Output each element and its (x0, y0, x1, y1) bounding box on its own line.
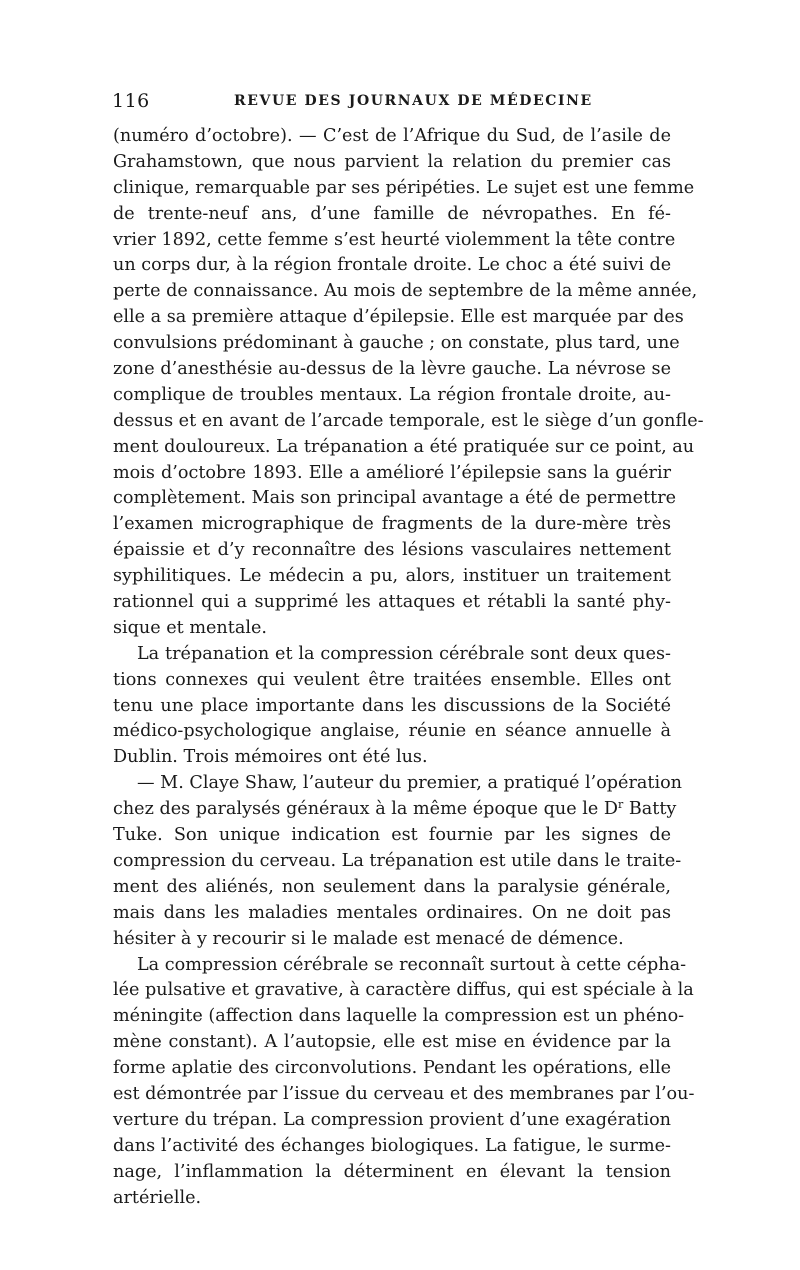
text-line: ment douloureux. La trépanation a été pratiquée sur ce point, au (113, 436, 695, 457)
text-line-part: Batty (623, 799, 677, 820)
text-line: syphilitiques. Le médecin a pu, alors, instituer un traitement (113, 566, 671, 587)
body-text (113, 124, 704, 1211)
text-line: complique de troubles mentaux. La région frontale droite, au- (113, 384, 671, 405)
text-line: compression du cerveau. La trépanation est utile dans le traite- (113, 850, 682, 871)
text-line: sique et mentale. (113, 617, 267, 638)
text-line: rationnel qui a supprimé les attaques et rétabli la santé phy- (113, 592, 671, 613)
text-line: nage, l’inflammation la déterminent en élevant la tension (113, 1161, 671, 1182)
text-line: épaissie et d’y reconnaître des lésions vasculaires nettement (113, 540, 671, 561)
text-line-part: chez des paralysés généraux à la même époque que le D (113, 799, 618, 820)
text-line: zone d’anesthésie au-dessus de la lèvre gauche. La névrose se (113, 359, 671, 380)
text-line: de trente-neuf ans, d’une famille de névropathes. En fé- (113, 203, 671, 224)
text-line: La compression cérébrale se reconnaît surtout à cette cépha- (137, 954, 687, 975)
text-line: lée pulsative et gravative, à caractère diffus, qui est spéciale à la (113, 980, 694, 1001)
text-line: Grahamstown, que nous parvient la relation du premier cas (113, 151, 671, 172)
text-line: (numéro d’octobre). — C’est de l’Afrique du Sud, de l’asile de (113, 126, 671, 146)
text-line: tions connexes qui veulent être traitées ensemble. Elles ont (113, 669, 671, 690)
text-line: mois d’octobre 1893. Elle a amélioré l’épilepsie sans la guérir (113, 462, 671, 483)
text-line: l’examen micrographique de fragments de la dure-mère très (113, 514, 671, 535)
text-line: complètement. Mais son principal avantage a été de permettre (113, 488, 677, 509)
text-line: est démontrée par l’issue du cerveau et des membranes par l’ou- (113, 1083, 695, 1104)
text-line: perte de connaissance. Au mois de septembre de la même année, (113, 281, 698, 302)
text-line: Tuke. Son unique indication est fournie par les signes de (113, 825, 671, 846)
paragraph-4 (113, 953, 695, 1212)
running-head-title: REVUE DES JOURNAUX DE MÉDECINE (234, 93, 593, 109)
text-line: dans l’activité des échanges biologiques. La fatigue, le surme- (113, 1135, 671, 1156)
text-line: Dublin. Trois mémoires ont été lus. (113, 747, 428, 768)
text-line: forme aplatie des circonvolutions. Pendant les opérations, elle (113, 1058, 671, 1079)
text-line: mais dans les maladies mentales ordinaires. On ne doit pas (113, 902, 671, 923)
running-head (112, 90, 670, 118)
text-line: La trépanation et la compression cérébrale sont deux ques- (137, 643, 671, 664)
text-line: vrier 1892, cette femme s’est heurté violemment la tête contre (113, 229, 676, 250)
text-line: artérielle. (113, 1187, 202, 1208)
text-line: elle a sa première attaque d’épilepsie. Elle est marquée par des (113, 307, 684, 328)
text-line: verture du trépan. La compression provient d’une exagération (113, 1109, 671, 1130)
text-line: ment des aliénés, non seulement dans la paralysie générale, (113, 876, 671, 897)
text-line: méningite (affection dans laquelle la compression est un phéno- (113, 1006, 685, 1027)
page-number: 116 (112, 90, 150, 112)
text-line: médico-psychologique anglaise, réunie en séance annuelle à (113, 721, 671, 742)
text-line: un corps dur, à la région frontale droite. Le choc a été suivi de (113, 255, 672, 276)
paragraph-3 (113, 771, 682, 952)
text-line: tenu une place importante dans les discussions de la Société (113, 695, 671, 716)
text-line: convulsions prédominant à gauche ; on constate, plus tard, une (113, 333, 680, 354)
text-line (113, 797, 677, 823)
text-line: hésiter à y recourir si le malade est menacé de démence. (113, 928, 624, 949)
text-line: clinique, remarquable par ses péripéties. Le sujet est une femme (113, 177, 695, 198)
text-line: mène constant). A l’autopsie, elle est mise en évidence par la (113, 1032, 671, 1053)
text-line: — M. Claye Shaw, l’auteur du premier, a pratiqué l’opération (137, 773, 682, 794)
paragraph-1 (113, 124, 704, 642)
superscript: r (617, 798, 624, 812)
paragraph-2 (113, 642, 671, 771)
text-line: dessus et en avant de l’arcade temporale, est le siège d’un gonfle- (113, 410, 704, 431)
